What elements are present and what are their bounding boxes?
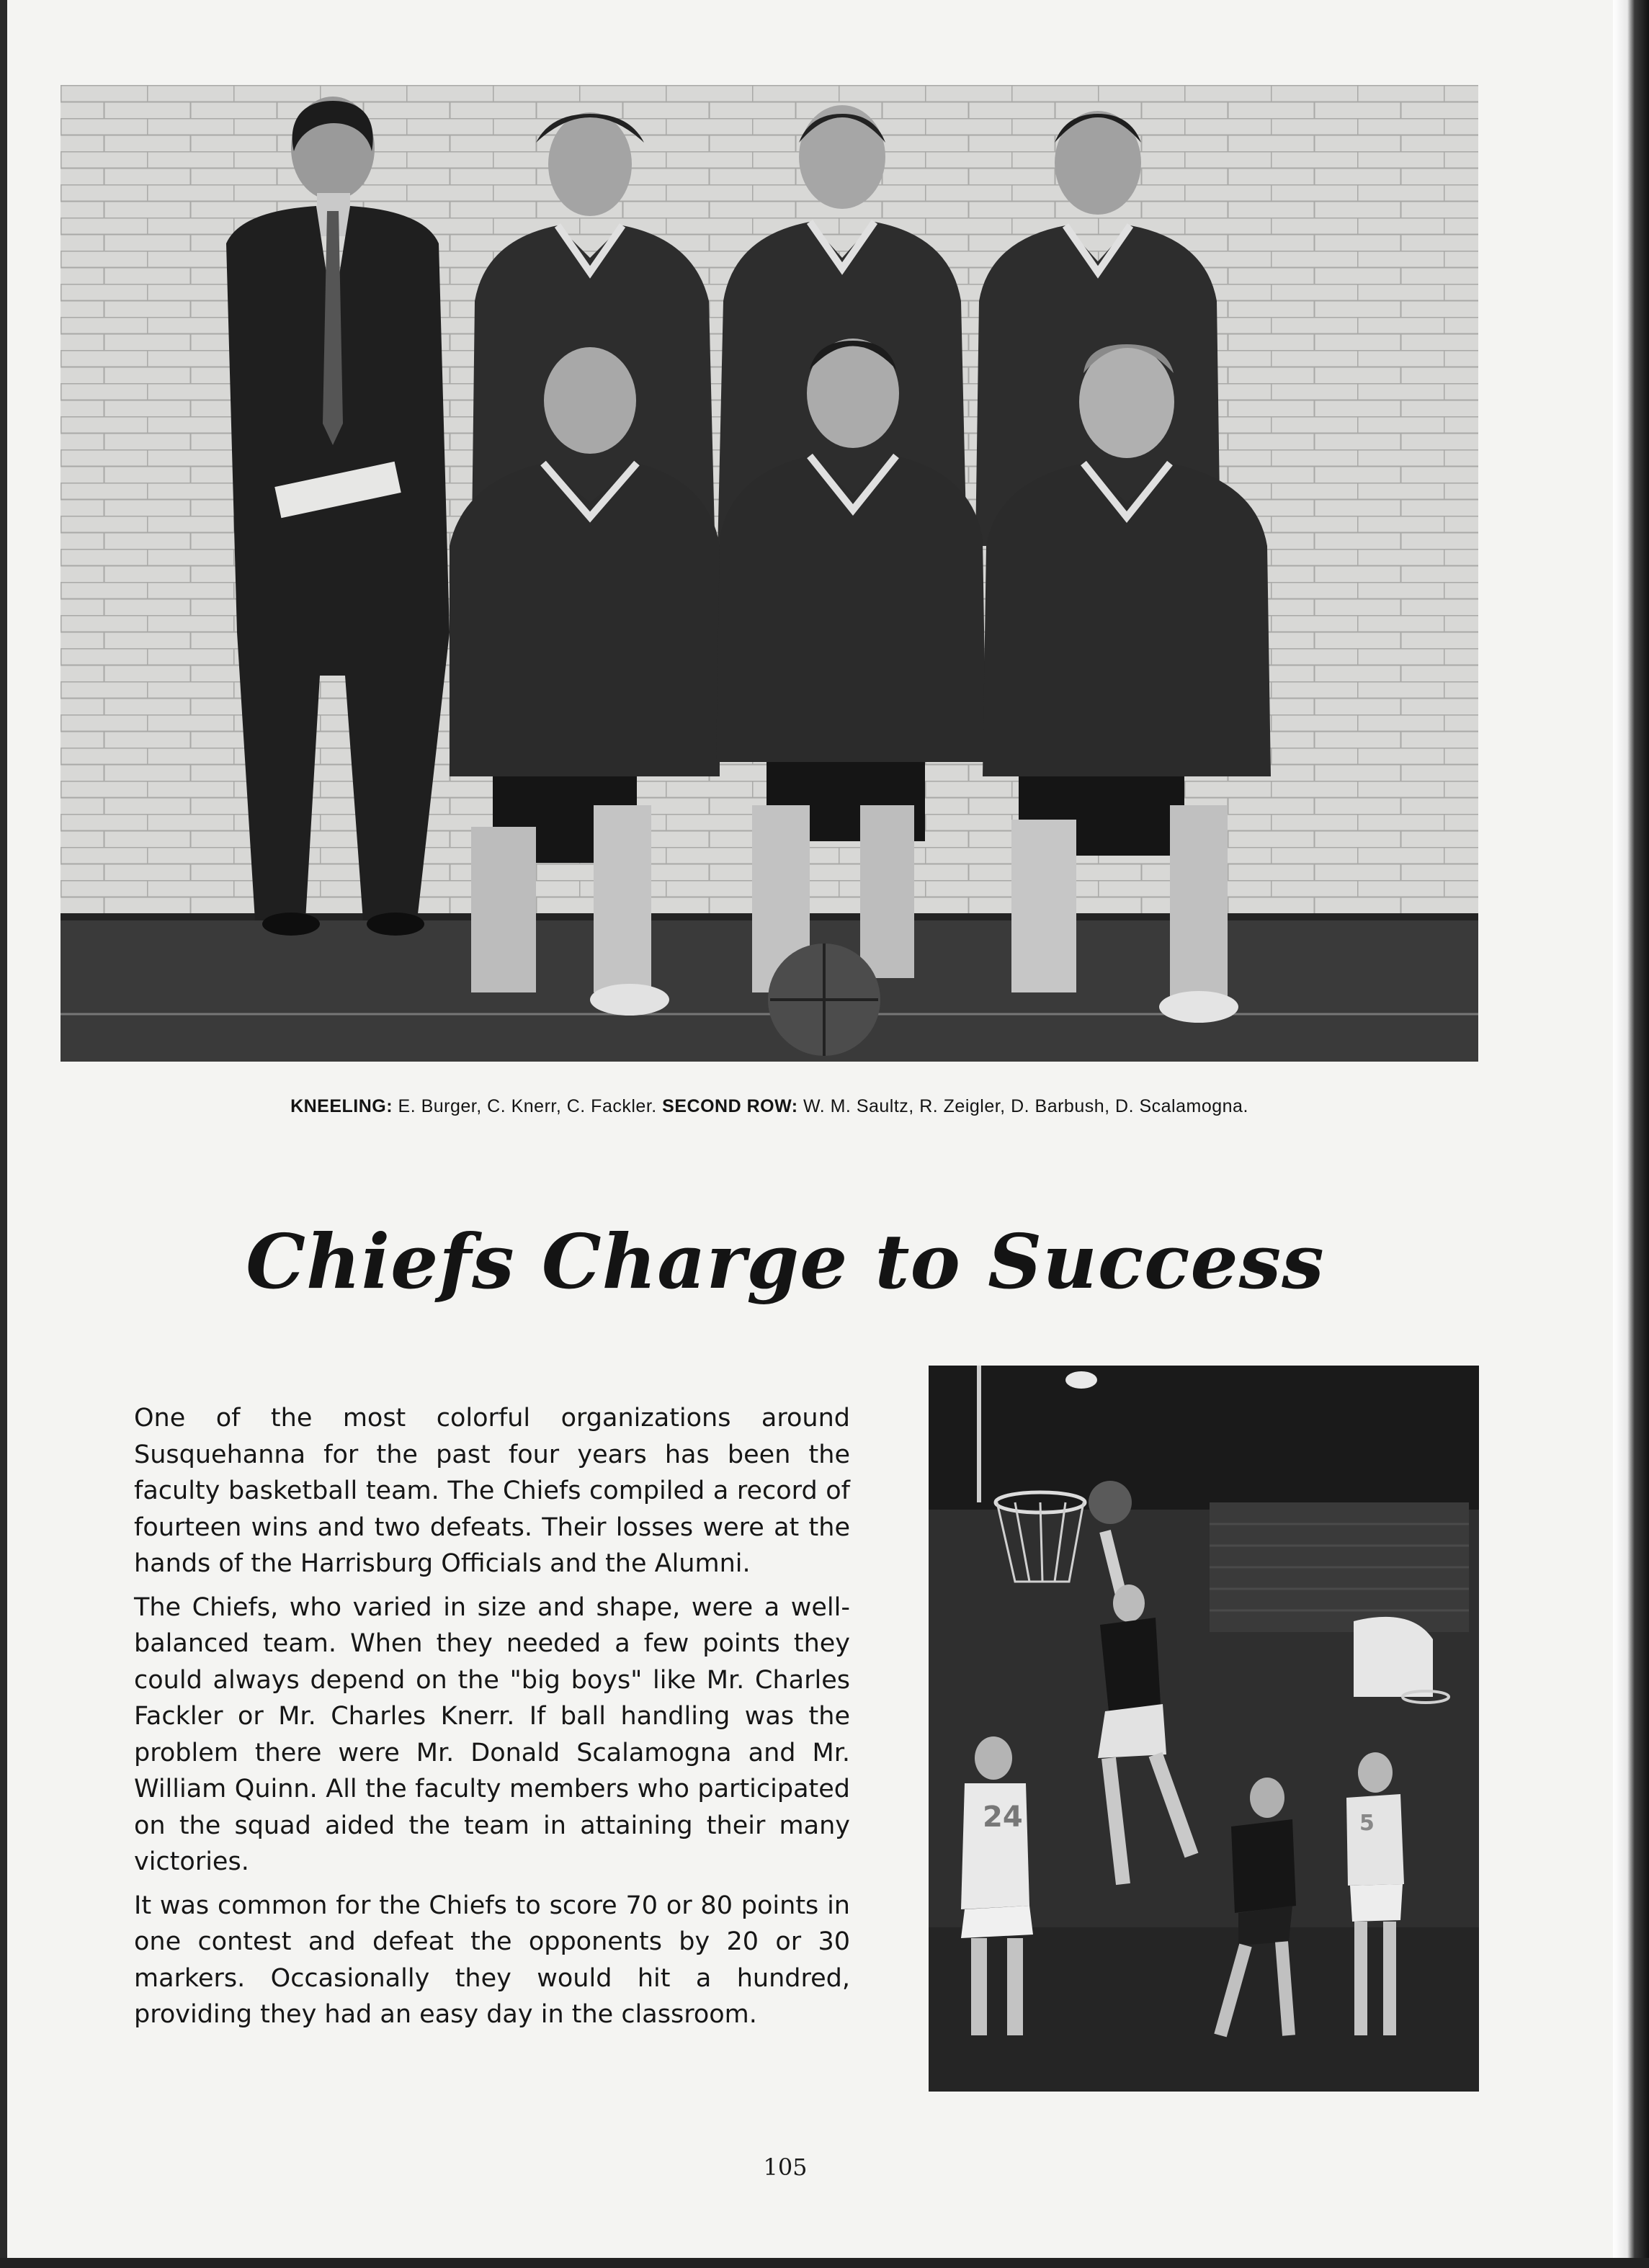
kneeling-label: KNEELING: (290, 1096, 393, 1116)
paragraph-3: It was common for the Chiefs to score 70 or 80 points in one contest and defeat the opponents by 20 or 30 markers. Occasionally they would hit a hundred, providing they had an easy day in the classroom. (134, 1891, 850, 2029)
binding-edge (0, 0, 7, 2268)
team-photo (61, 85, 1478, 1062)
jersey-number-5: 5 (1359, 1811, 1375, 1836)
page-edge (1613, 0, 1649, 2268)
kneeling-names: E. Burger, C. Knerr, C. Fackler. (398, 1096, 657, 1116)
article-body (134, 1400, 850, 2040)
game-photo (929, 1366, 1479, 2092)
second-row-names: W. M. Saultz, R. Zeigler, D. Barbush, D. Scalamogna. (803, 1096, 1248, 1116)
photo-caption (61, 1096, 1478, 1117)
paragraph-1: One of the most colorful organizations around Susquehanna for the past four years has been the faculty basketball team. The Chiefs compiled a record of fourteen wins and two defeats. Their losses were at the hands of the Harrisburg Officials and the Alumni. (134, 1404, 850, 1578)
basketball (1089, 1481, 1132, 1524)
page-number: 105 (763, 2153, 808, 2181)
second-row-label: SECOND ROW: (662, 1096, 798, 1116)
paragraph-2: The Chiefs, who varied in size and shape, were a well-balanced team. When they needed a few points they could always depend on the "big boys" like Mr. Charles Fackler or Mr. Charles Knerr. If ball handling was the problem there were Mr. Donald Scalamogna and Mr. William Quinn. All the faculty members who participated on the squad aided the team in attaining their many victories. (134, 1592, 850, 1876)
jersey-number-24: 24 (983, 1801, 1023, 1834)
scan-border (0, 2258, 1649, 2268)
article-headline: Chiefs Charge to Success (246, 1217, 1325, 1306)
